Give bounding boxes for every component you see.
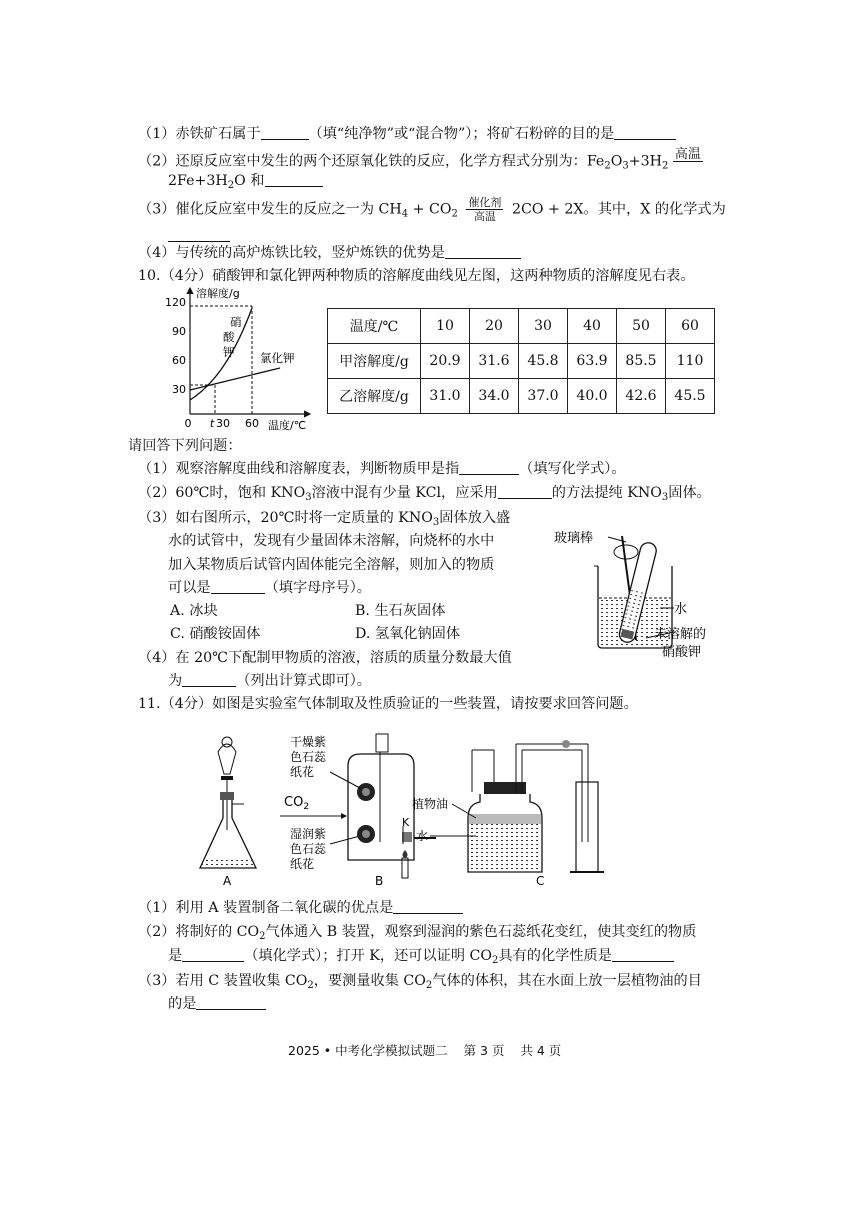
blank[interactable] — [211, 579, 265, 594]
dry-label: 纸花 — [290, 765, 315, 779]
label-b: B — [375, 874, 384, 888]
option-c: C. 硝酸铵固体 — [170, 626, 261, 642]
kcl-curve — [190, 368, 280, 390]
x-tick: 0 — [184, 417, 192, 430]
q10-part4: （4）在 20℃下配制甲物质的溶液，溶质的质量分数最大值 — [138, 650, 512, 666]
rod-label: 玻璃棒 — [554, 531, 594, 546]
blank[interactable] — [168, 227, 230, 242]
blank[interactable] — [265, 172, 323, 187]
q9-part2: （2）还原反应室中发生的两个还原氧化铁的反应，化学方程式分别为：$Fe_2O_3+3H_2$ 高温 — [138, 148, 703, 175]
q11-part1: （1）利用 A 装置制备二氧化碳的优点是 — [138, 898, 463, 918]
y-axis-label: 溶解度/g — [196, 287, 240, 300]
blank[interactable] — [445, 244, 521, 259]
page-footer: 2025 • 中考化学模拟试题二 第 3 页 共 4 页 — [288, 1043, 562, 1058]
blank[interactable] — [614, 125, 676, 140]
q11-part2-line2: 是 （填化学式）；打开 K，还可以证明 $CO_2$具有的化学性质是 — [168, 946, 674, 966]
q11-part3: （3）若用 C 装置收集 $CO_2$，要测量收集 $CO_2$气体的体积，其在水面上放一层植物油的目 — [138, 973, 702, 991]
apparatus-figure — [180, 722, 620, 892]
q10-part4-line2: 为 （列出计算式即可）。 — [168, 673, 371, 689]
q10-part3-line2: 水的试管中，发现有少量固体未溶解，向烧杯的水中 — [168, 533, 495, 549]
table-row: 甲溶解度/g 20.9 31.6 45.8 63.9 85.5 110 — [328, 344, 715, 379]
blank[interactable] — [393, 899, 463, 914]
x-tick: 60 — [245, 417, 259, 430]
kno3-label: 酸 — [223, 330, 235, 344]
dry-label: 干燥紫 — [290, 735, 327, 749]
q10-ask: 请回答下列问题： — [128, 438, 242, 454]
solubility-graph — [160, 284, 320, 432]
table-row: 乙溶解度/g 31.0 34.0 37.0 40.0 42.6 45.5 — [328, 379, 715, 414]
q10-part1: （1）观察溶解度曲线和溶解度表，判断物质甲是指 （填写化学式）。 — [138, 461, 626, 477]
x-tick: t — [209, 417, 215, 430]
option-a: A. 冰块 — [170, 603, 218, 619]
q11-part3-line2: 的是 — [168, 994, 266, 1014]
label-a: A — [223, 874, 232, 888]
apparatus-b — [280, 734, 436, 888]
co2-label: $CO_2$ — [284, 795, 310, 812]
option-b: B. 生石灰固体 — [355, 603, 446, 619]
q11-part2: （2）将制好的 $CO_2$气体通入 B 装置，观察到湿润的紫色石蕊纸花变红，使其变红的物质 — [138, 924, 697, 942]
q9-part2-cont: $2Fe+3H_2O$ 和 — [168, 171, 323, 191]
blank[interactable] — [182, 947, 244, 962]
blank[interactable] — [182, 672, 236, 687]
y-tick: 30 — [172, 383, 186, 396]
y-tick: 60 — [172, 354, 186, 367]
oil-label: 植物油 — [412, 797, 449, 811]
ring — [614, 545, 638, 559]
blank[interactable] — [612, 947, 674, 962]
option-d: D. 氢氧化钠固体 — [355, 626, 461, 642]
blank[interactable] — [196, 995, 266, 1010]
kcl-label: 氯化钾 — [260, 351, 295, 365]
k-label: K — [402, 816, 410, 829]
blank[interactable] — [459, 460, 519, 475]
q10-part3-line4: 可以是 （填字母序号）。 — [168, 580, 371, 596]
q9-part1: （1）赤铁矿石属于 （填“纯净物”或“混合物”）；将矿石粉碎的目的是 — [138, 124, 676, 144]
condition-high-temp: 高温 — [674, 147, 701, 162]
water-label: 水 — [416, 829, 429, 843]
undissolved-label: 未溶解的 — [654, 627, 707, 642]
q11-intro: 11.（4分）如图是实验室气体制取及性质验证的一些装置，请按要求回答问题。 — [138, 696, 638, 712]
x-axis-label: 温度/℃ — [268, 419, 307, 432]
blank[interactable] — [498, 484, 552, 499]
kno3-label: 钾 — [223, 345, 235, 359]
q10-intro: 10.（4分）硝酸钾和氯化钾两种物质的溶解度曲线见左图，这两种物质的溶解度见右表。 — [138, 268, 695, 284]
kno3-curve — [190, 308, 252, 400]
x-tick: 30 — [216, 417, 230, 430]
y-tick: 90 — [172, 325, 186, 338]
apparatus-a — [200, 737, 256, 888]
blank[interactable] — [261, 125, 309, 140]
table-row: 温度/℃ 10 20 30 40 50 60 — [328, 309, 715, 344]
wet-label: 色石蕊 — [290, 842, 327, 856]
y-tick: 120 — [165, 296, 186, 309]
wet-label: 纸花 — [290, 857, 315, 871]
kno3-label: 硝 — [230, 315, 242, 329]
dry-label: 色石蕊 — [290, 750, 327, 764]
beaker-figure — [550, 522, 725, 682]
condition-catalyst: 催化剂 高温 — [468, 196, 502, 223]
undissolved-label: 硝酸钾 — [662, 645, 702, 660]
solubility-table — [327, 308, 715, 414]
q9-part4: （4）与传统的高炉炼铁比较，竖炉炼铁的优势是 — [138, 243, 521, 263]
wet-label: 湿润紫 — [290, 827, 327, 841]
label-c: C — [536, 874, 545, 888]
q10-part2: （2）60℃时，饱和 $KNO_3$溶液中混有少量 KCl，应采用 的方法提纯 $KNO_3$固体。 — [138, 485, 711, 503]
q10-part3: （3）如右图所示，20℃时将一定质量的 $KNO_3$固体放入盛 — [138, 510, 511, 528]
q10-part3-line3: 加入某物质后试管内固体能完全溶解，则加入的物质 — [168, 557, 495, 573]
apparatus-c — [412, 740, 604, 888]
water-label: 水 — [674, 602, 688, 617]
q9-part3: （3）催化反应室中发生的反应之一为 $CH_4 + CO_2$ 催化剂 高温 2CO + 2X。其中，X 的化学式为 — [138, 196, 726, 223]
